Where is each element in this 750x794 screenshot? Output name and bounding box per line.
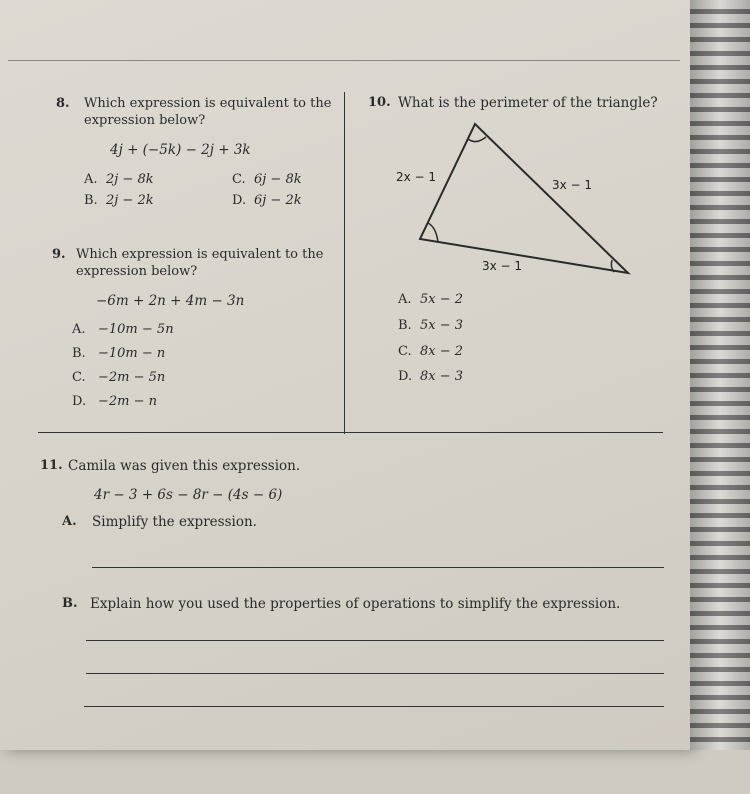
part-b-text: Explain how you used the properties of operations to simplify the expression. — [90, 596, 621, 612]
question-text: expression below? — [76, 264, 198, 279]
answer-line[interactable] — [84, 706, 664, 707]
question-number: 8. — [56, 96, 70, 111]
spiral-shadow — [690, 0, 750, 750]
option-c[interactable]: C. 6j − 8k — [232, 172, 302, 187]
section-divider — [38, 432, 663, 433]
side-label-left: 2x − 1 — [396, 170, 437, 184]
angle-mark — [428, 223, 438, 242]
expression: 4j + (−5k) − 2j + 3k — [110, 142, 251, 158]
side-label-bottom: 3x − 1 — [482, 259, 523, 273]
option-b[interactable]: B. −10m − n — [72, 346, 166, 361]
option-d[interactable]: D. 6j − 2k — [232, 193, 302, 208]
question-number: 9. — [52, 247, 66, 262]
question-text: expression below? — [84, 113, 206, 128]
question-text: What is the perimeter of the triangle? — [398, 95, 658, 111]
question-text: Camila was given this expression. — [68, 458, 301, 474]
expression: −6m + 2n + 4m − 3n — [96, 293, 245, 309]
question-text: Which expression is equivalent to the — [84, 96, 332, 111]
part-b-letter: B. — [62, 596, 78, 611]
option-a[interactable]: A. 5x − 2 — [398, 292, 464, 307]
question-text: Which expression is equivalent to the — [76, 247, 324, 262]
part-a-text: Simplify the expression. — [92, 514, 257, 530]
option-d[interactable]: D. −2m − n — [72, 394, 158, 409]
top-rule — [8, 60, 680, 61]
angle-mark — [468, 137, 486, 142]
option-b[interactable]: B. 2j − 2k — [84, 193, 154, 208]
option-a[interactable]: A. 2j − 8k — [84, 172, 154, 187]
answer-line[interactable] — [86, 640, 664, 641]
question-number: 10. — [368, 95, 391, 110]
option-d[interactable]: D. 8x − 3 — [398, 369, 464, 384]
option-a[interactable]: A. −10m − 5n — [72, 322, 174, 337]
option-c[interactable]: C. −2m − 5n — [72, 370, 166, 385]
answer-line[interactable] — [92, 567, 664, 568]
triangle-figure — [380, 115, 650, 285]
expression: 4r − 3 + 6s − 8r − (4s − 6) — [94, 487, 283, 503]
option-b[interactable]: B. 5x − 3 — [398, 318, 464, 333]
part-a-letter: A. — [62, 514, 77, 529]
answer-line[interactable] — [86, 673, 664, 674]
option-c[interactable]: C. 8x − 2 — [398, 344, 464, 359]
side-label-right: 3x − 1 — [552, 178, 593, 192]
question-number: 11. — [40, 458, 63, 473]
triangle — [420, 124, 628, 273]
column-divider — [344, 92, 345, 434]
